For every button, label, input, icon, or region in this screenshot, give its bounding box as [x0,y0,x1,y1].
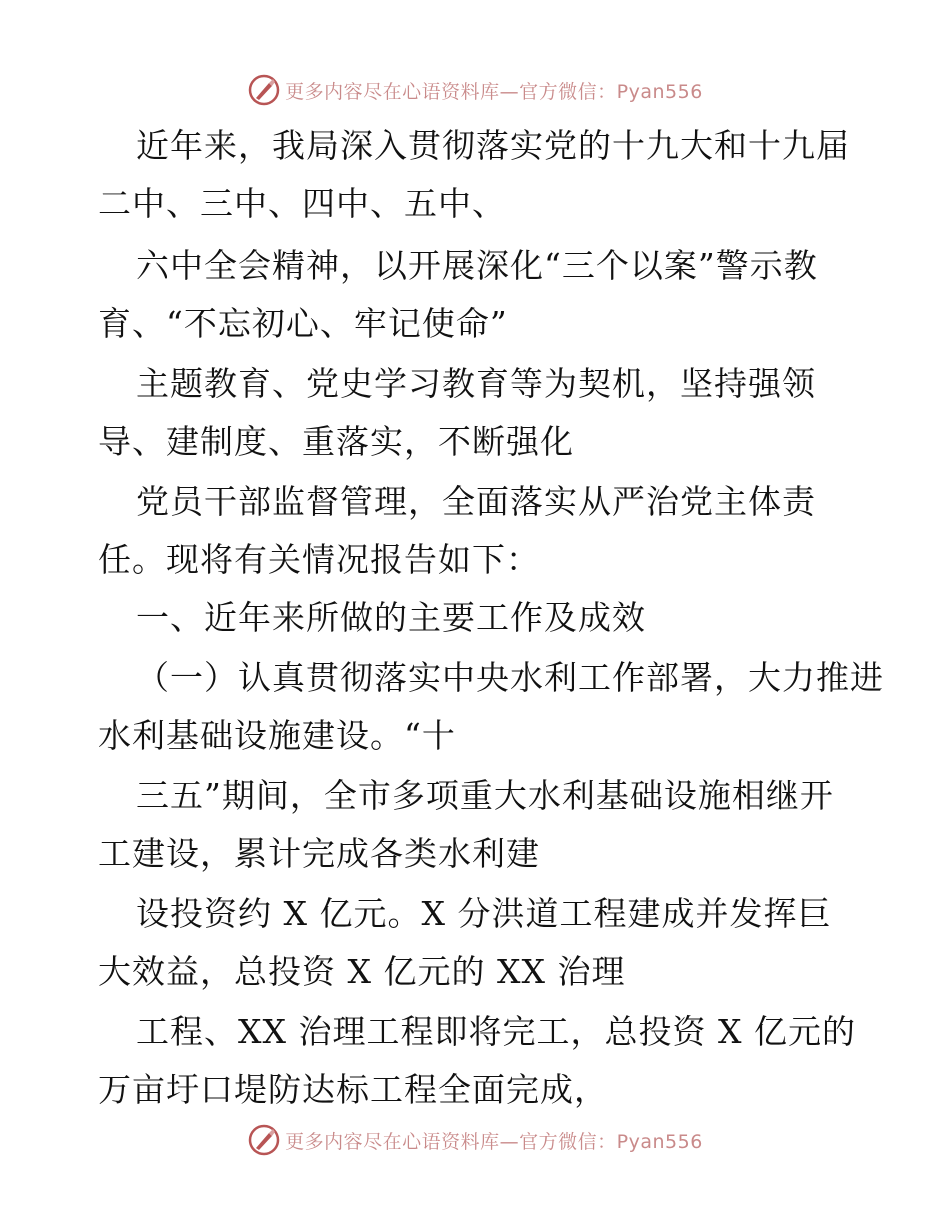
paragraph-line: 工建设，累计完成各类水利建 [98,834,540,873]
paragraph-line: 水利基础设施建设。“十 [98,716,456,755]
watermark-footer [0,1122,950,1158]
paragraph-line: 万亩圩口堤防达标工程全面完成， [98,1070,608,1109]
paragraph-line: 导、建制度、重落实，不断强化 [98,422,574,461]
paragraph-line: 主题教育、党史学习教育等为契机，坚持强领 [136,364,816,403]
paragraph-line: 六中全会精神，以开展深化“三个以案”警示教 [136,246,818,285]
section-heading: 一、近年来所做的主要工作及成效 [136,598,646,637]
pen-logo-icon [247,1123,281,1157]
paragraph-line: 工程、XX 治理工程即将完工，总投资 X 亿元的 [136,1012,856,1051]
paragraph-line: 设投资约 X 亿元。X 分洪道工程建成并发挥巨 [136,894,832,933]
paragraph-line: 三五”期间，全市多项重大水利基础设施相继开 [136,776,834,815]
paragraph-line: 党员干部监督管理，全面落实从严治党主体责 [136,482,816,521]
watermark-text: 更多内容尽在心语资料库—官方微信：Pyan556 [285,80,703,103]
watermark-text: 更多内容尽在心语资料库—官方微信：Pyan556 [285,1130,703,1153]
watermark-header [0,72,950,108]
paragraph-line: （一）认真贯彻落实中央水利工作部署，大力推进 [136,658,884,697]
paragraph-line: 任。现将有关情况报告如下： [98,540,540,579]
paragraph-line: 二中、三中、四中、五中、 [98,184,506,223]
paragraph-line: 育、“不忘初心、牢记使命” [98,304,508,343]
pen-logo-icon [247,73,281,107]
paragraph-line: 大效益，总投资 X 亿元的 XX 治理 [98,952,626,991]
paragraph-line: 近年来，我局深入贯彻落实党的十九大和十九届 [136,126,850,165]
